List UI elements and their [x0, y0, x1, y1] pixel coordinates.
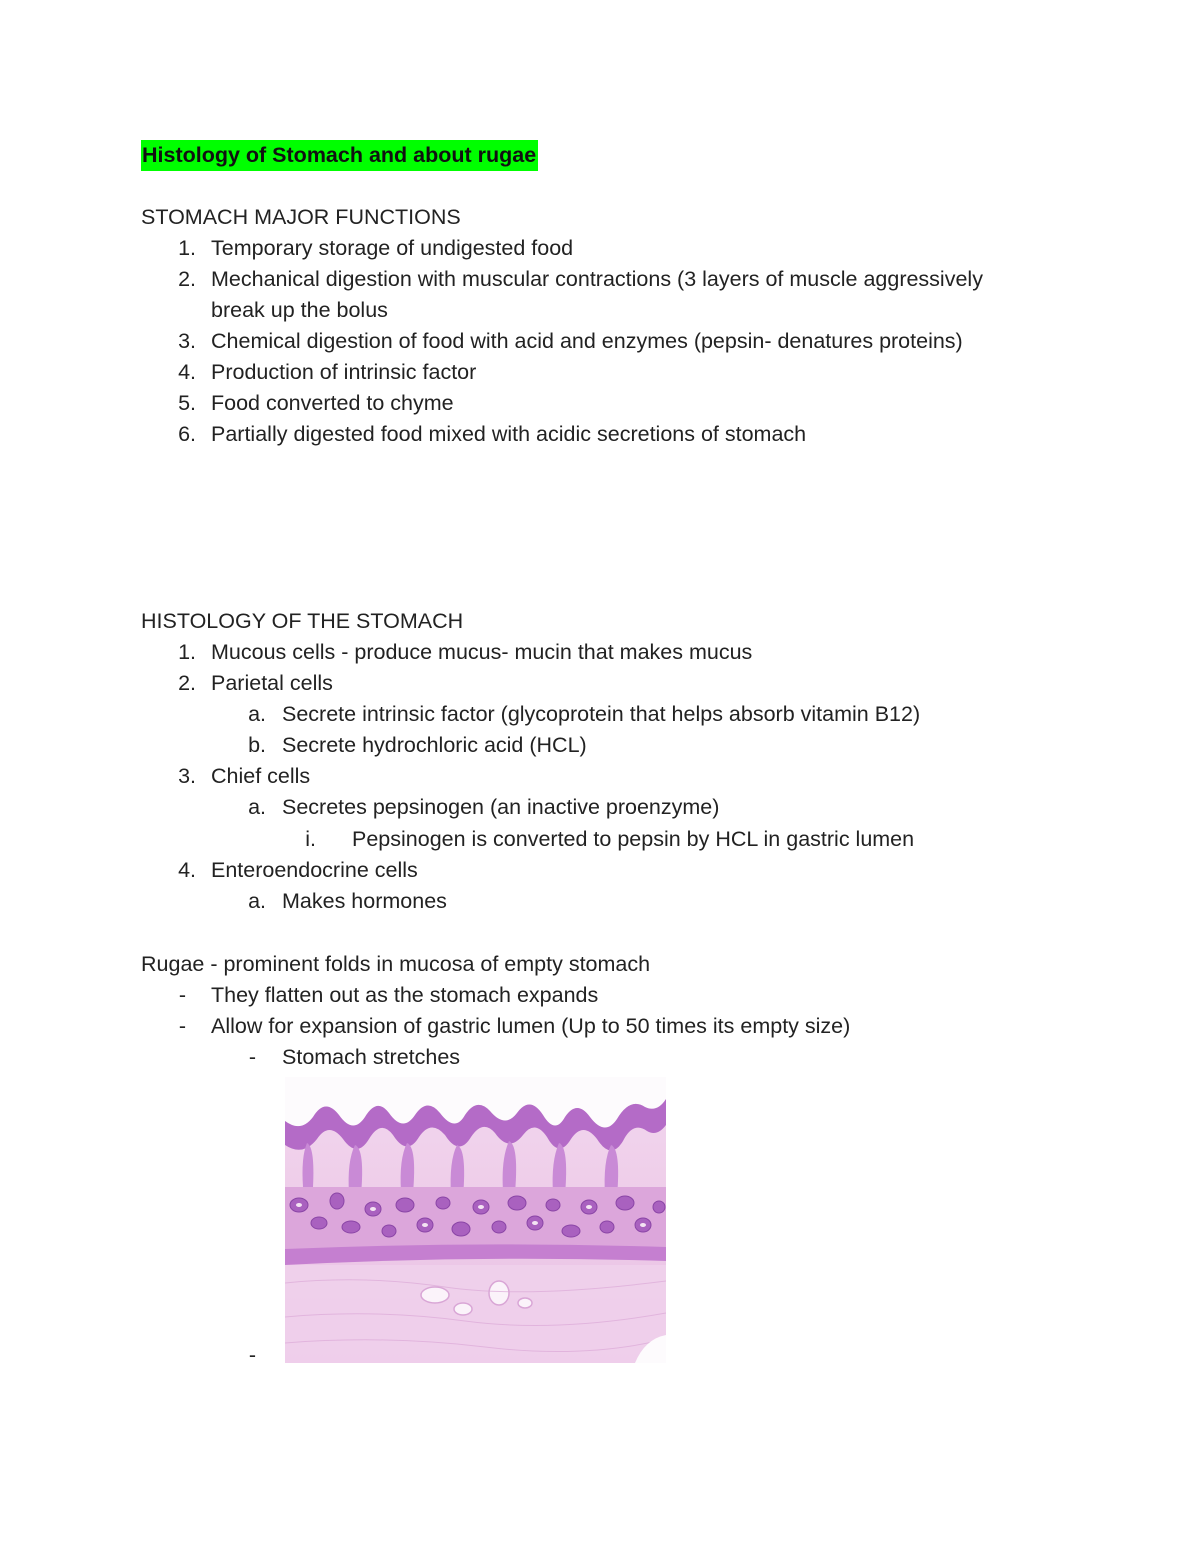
histology-item-enteroendocrine-cells: Enteroendocrine cells: [211, 858, 418, 882]
histology-marker-3a: a.: [248, 795, 266, 819]
histology-heading: HISTOLOGY OF THE STOMACH: [141, 609, 464, 633]
functions-item-3: Chemical digestion of food with acid and enzymes (pepsin- denatures proteins): [211, 329, 963, 353]
functions-heading: STOMACH MAJOR FUNCTIONS: [141, 205, 461, 229]
rugae-dash-1: -: [178, 983, 186, 1007]
histology-marker-3ai: i.: [305, 827, 316, 851]
functions-item-6: Partially digested food mixed with acidic secretions of stomach: [211, 422, 807, 446]
functions-marker-6: 6.: [178, 422, 196, 446]
histology-marker-2b: b.: [248, 733, 266, 757]
functions-marker-2: 2.: [178, 267, 196, 291]
histology-subitem-hcl: Secrete hydrochloric acid (HCL): [282, 733, 587, 757]
functions-item-4: Production of intrinsic factor: [211, 360, 477, 384]
histology-marker-3: 3.: [178, 764, 196, 788]
functions-item-2-line-2: break up the bolus: [211, 298, 388, 322]
document-title: Histology of Stomach and about rugae: [141, 140, 538, 171]
functions-item-1: Temporary storage of undigested food: [211, 236, 574, 260]
rugae-item-flatten: They flatten out as the stomach expands: [211, 983, 599, 1007]
histology-subsubitem-pepsin-conversion: Pepsinogen is converted to pepsin by HCL in gastric lumen: [352, 827, 915, 851]
functions-item-5: Food converted to chyme: [211, 391, 454, 415]
rugae-dash-4: -: [248, 1343, 256, 1367]
histology-item-parietal-cells: Parietal cells: [211, 671, 333, 695]
functions-marker-1: 1.: [178, 236, 196, 260]
histology-marker-2: 2.: [178, 671, 196, 695]
rugae-dash-3: -: [248, 1045, 256, 1069]
histology-item-chief-cells: Chief cells: [211, 764, 311, 788]
histology-subitem-pepsinogen: Secretes pepsinogen (an inactive proenzyme): [282, 795, 720, 819]
histology-subitem-hormones: Makes hormones: [282, 889, 447, 913]
functions-marker-5: 5.: [178, 391, 196, 415]
histology-marker-4: 4.: [178, 858, 196, 882]
stomach-histology-image: [285, 1077, 666, 1363]
histology-marker-1: 1.: [178, 640, 196, 664]
rugae-dash-2: -: [178, 1014, 186, 1038]
histology-subitem-intrinsic-factor: Secrete intrinsic factor (glycoprotein that helps absorb vitamin B12): [282, 702, 921, 726]
histology-marker-4a: a.: [248, 889, 266, 913]
functions-item-2-line-1: Mechanical digestion with muscular contractions (3 layers of muscle aggressively: [211, 267, 983, 291]
functions-marker-3: 3.: [178, 329, 196, 353]
rugae-heading: Rugae - prominent folds in mucosa of empty stomach: [141, 952, 651, 976]
rugae-item-expansion: Allow for expansion of gastric lumen (Up to 50 times its empty size): [211, 1014, 851, 1038]
rugae-subitem-stretches: Stomach stretches: [282, 1045, 461, 1069]
functions-marker-4: 4.: [178, 360, 196, 384]
histology-marker-2a: a.: [248, 702, 266, 726]
histology-item-mucous-cells: Mucous cells - produce mucus- mucin that makes mucus: [211, 640, 753, 664]
